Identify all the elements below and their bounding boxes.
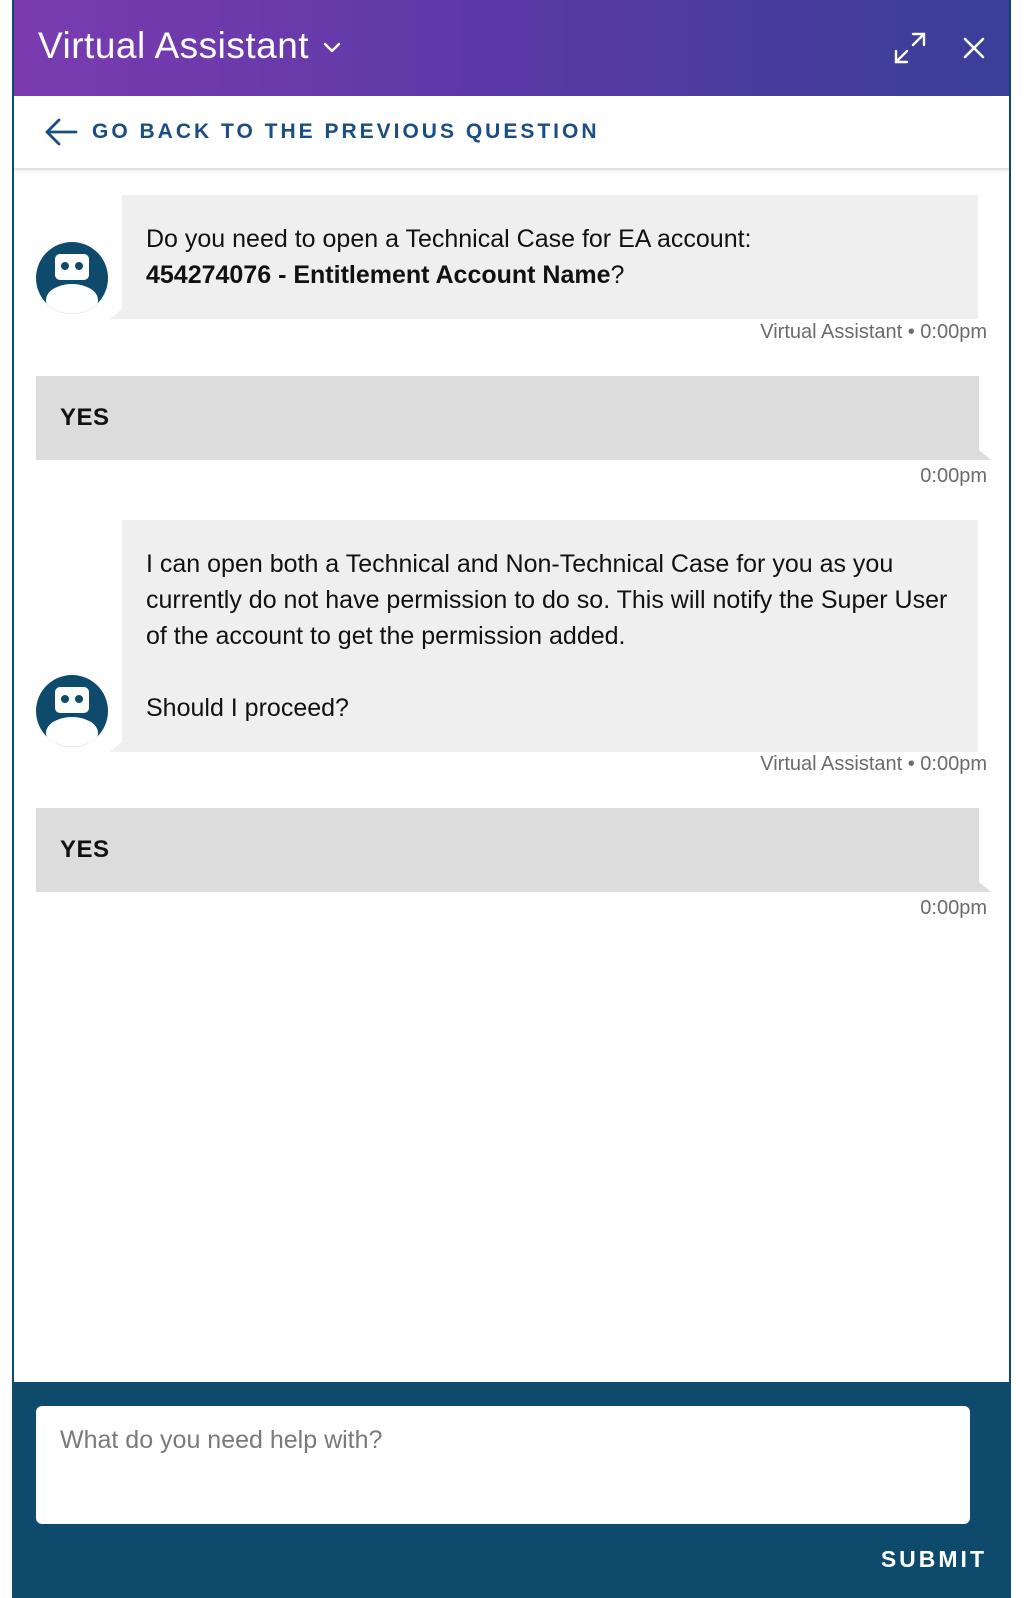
expand-icon — [893, 31, 927, 65]
header-title: Virtual Assistant — [38, 25, 310, 66]
robot-icon — [36, 242, 108, 314]
message-meta: Virtual Assistant • 0:00pm — [760, 753, 987, 775]
expand-button[interactable] — [890, 28, 930, 68]
account-name: 454274076 - Entitlement Account Name — [146, 261, 611, 289]
message-meta: 0:00pm — [920, 897, 987, 919]
bot-avatar — [36, 242, 108, 314]
bot-message — [122, 520, 978, 752]
close-button[interactable] — [954, 28, 994, 68]
submit-button[interactable]: SUBMIT — [880, 1546, 987, 1572]
message-text: Do you need to open a Technical Case for EA account: — [146, 225, 752, 253]
virtual-assistant-window — [12, 0, 1011, 1598]
chevron-down-icon — [323, 42, 341, 54]
robot-icon — [36, 675, 108, 747]
go-back-label: GO BACK TO THE PREVIOUS QUESTION — [92, 120, 600, 143]
arrow-left-icon — [44, 117, 78, 147]
user-message — [36, 376, 979, 460]
message-meta: Virtual Assistant • 0:00pm — [760, 321, 987, 343]
go-back-link[interactable] — [14, 96, 1009, 170]
assistant-menu-toggle[interactable] — [38, 22, 341, 70]
message-text: I can open both a Technical and Non-Technical Case for you as you currently do not have permission to do so. This will notify the Super User of the account to get the permission added. — [146, 550, 948, 650]
user-message — [36, 808, 979, 892]
message-suffix: ? — [610, 261, 625, 289]
message-meta: 0:00pm — [920, 465, 987, 487]
bot-message — [122, 195, 978, 319]
message-question: Should I proceed? — [146, 694, 349, 722]
chat-header — [14, 0, 1009, 96]
message-input[interactable] — [36, 1406, 970, 1524]
composer — [14, 1382, 1009, 1598]
bot-avatar — [36, 675, 108, 747]
message-text: YES — [60, 836, 110, 863]
message-text: YES — [60, 404, 110, 431]
close-icon — [962, 36, 986, 60]
